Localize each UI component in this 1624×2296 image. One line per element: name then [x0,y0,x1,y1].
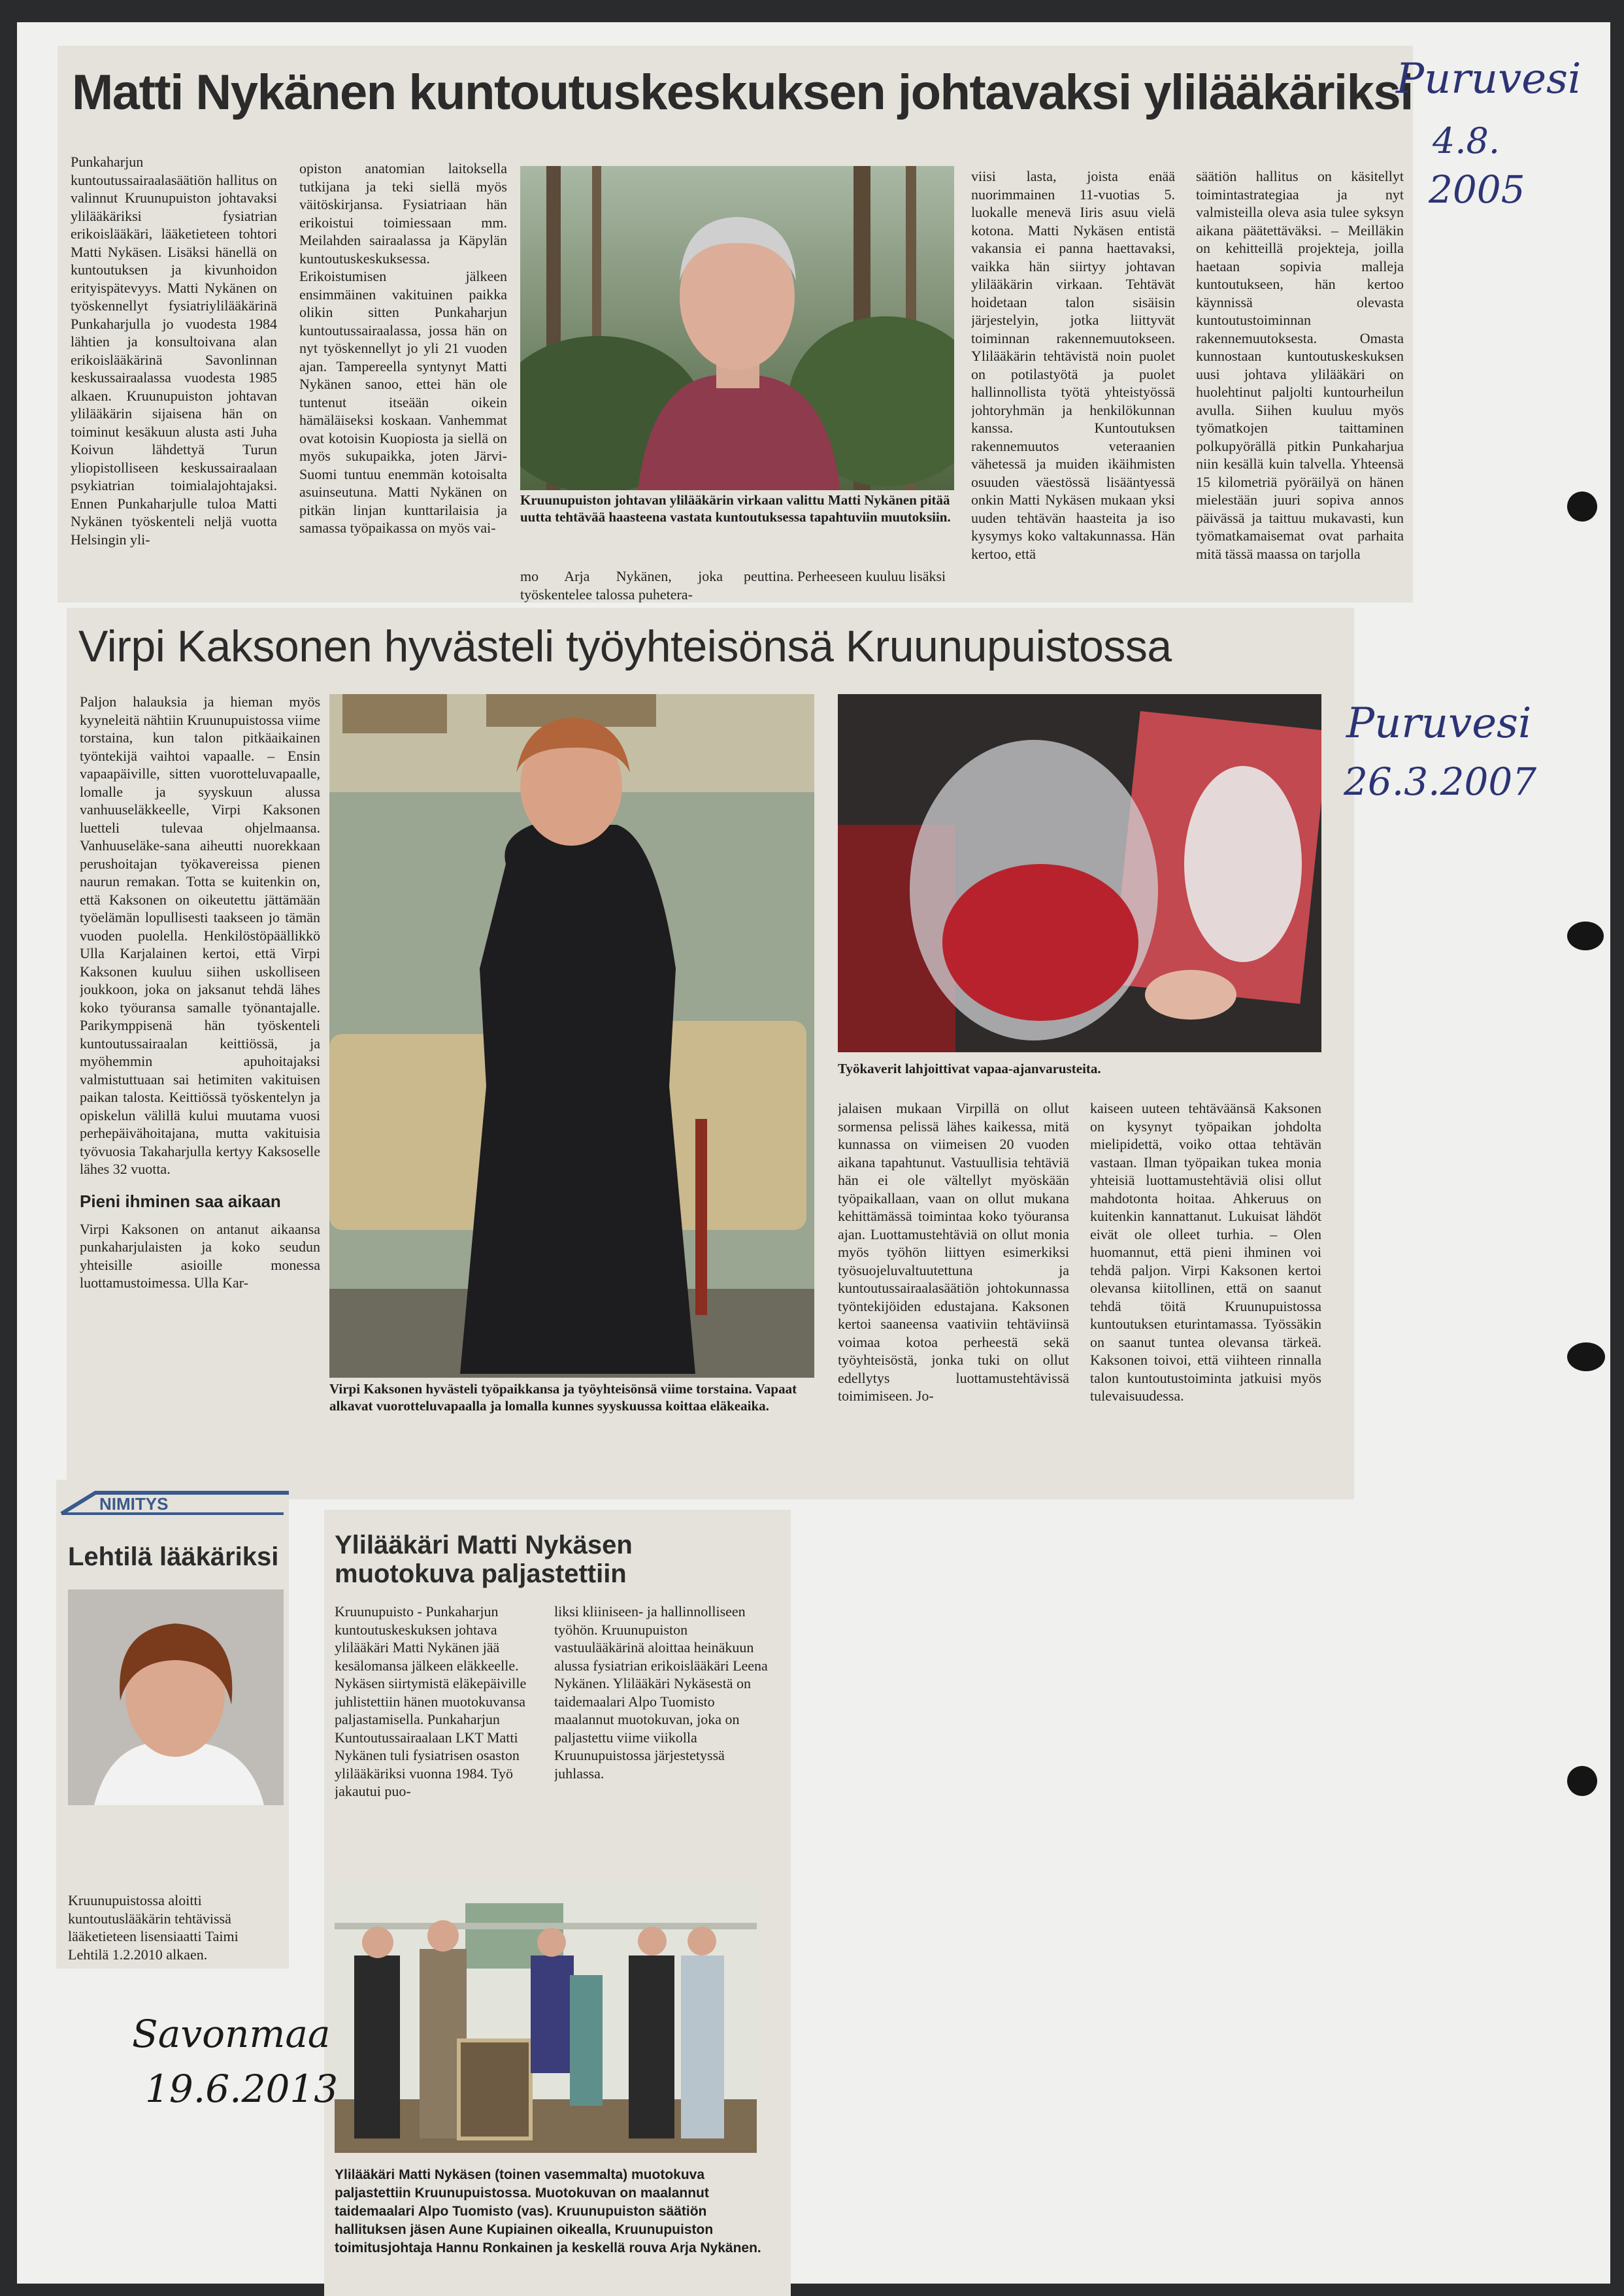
portrait-photo-taimi-lehtila [68,1589,284,1805]
handwritten-note-source: Puruvesi [1396,55,1582,103]
photo-virpi-kaksonen [329,694,814,1378]
article-headline: Virpi Kaksonen hyvästeli työyhteisönsä Kruunupuistossa [78,622,1172,671]
article-headline: muotokuva paljastettiin [335,1559,627,1588]
article-column: Punkaharjun kuntoutussairaalasäätiön hallitus on valinnut Kruunupuiston johtavaksi ylilääkäriksi fysiatrian erikoislääkäri, lääketieteen tohtori Matti Nykäsen. Lisäksi hänellä on kuntoutuksen ja kivunhoidon erityispätevyys. Matti Nykänen on työskennellyt fysiatriylilääkärinä Punkaharjulla jo vuodesta 1984 lähtien ja konsultoivana alan erikoislääkärinä Savonlinnan keskussairaalassa vuodesta 1985 alkaen. Kruunupuiston johtavan ylilääkärin sijaisena hän on toiminut kesäkuun alusta asti Juha Koivun lähdettyä Turun yliopistolliseen keskussairaalaan psykiatrian toimialajohtajaksi. Ennen Punkaharjulle tuloa Matti Nykänen työskenteli neljä vuotta Helsingin yli- [71,154,277,548]
photo-caption: Kruunupuiston johtavan ylilääkärin virkaan valittu Matti Nykänen pitää uutta tehtävää haasteena vastata kuntoutuksessa tapahtuviin muutoksiin. [520,492,951,525]
article-column: Kruunupuisto - Punkaharjun kuntoutuskeskuksen johtava ylilääkäri Matti Nykänen jää kesälomansa jälkeen eläkkeelle. Nykäsen siirtymistä eläkepäiville juhlistettiin hänen muotokuvansa paljastamisella. Punkaharjun Kuntoutussairaalaan LKT Matti Nykänen tuli fysiatrisen osaston ylilääkäriksi vuonna 1984. Työ jakautui puo- [335,1603,527,1799]
clipping-lehtila-appointment [56,1480,289,1969]
nimitys-kicker-bar [56,1480,289,1519]
article-column: peuttina. Perheeseen kuuluu lisäksi [744,568,946,584]
article-column [80,693,320,1495]
handwritten-note-source: Puruvesi [1346,699,1532,748]
photo-portrait-unveiling [335,1884,757,2153]
article-subheading: Pieni ihminen saa aikaan [80,1191,281,1211]
article-column: mo Arja Nykänen, joka työskentelee talossa puhetera- [520,568,723,603]
handwritten-note-year: 2005 [1429,167,1525,212]
article-column: opiston anatomian laitoksella tutkijana ja teki siellä myös väitöskirjansa. Fysiatriaan hän erikoistui toimiessaan mm. Meilahden sairaalassa ja Käpylän kuntoutuskeskuksessa. Erikoistumisen jälkeen ensimmäinen vakituinen paikka olikin sitten Punkaharjun kuntoutussairaalassa, jossa hän on nyt työskennellyt jo yli 21 vuoden ajan. Tampereella syntynyt Matti Nykänen sanoo, ettei hän ole tuntenut itseään oikein hämäläiseksi koskaan. Vanhemmat ovat kotoisin Kuopiosta ja siellä on myös sukupaikka, joten Järvi-Suomi tuntuu enemmän kotoisalta asuinseutuna. Matti Nykänen on pitkän linjan kunttarilaisia ja samassa työpaikassa on myös vai- [299,160,507,536]
article-headline: Lehtilä lääkäriksi [68,1542,279,1571]
clipping-portrait-unveiling [324,1510,791,2296]
photo-caption: Virpi Kaksonen hyvästeli työpaikkansa ja työyhteisönsä viime torstaina. Vapaat alkavat vuorotteluvapaalla ja lomalla kunnes syyskuussa koittaa eläkeaika. [329,1381,797,1414]
photo-caption: Kruunupuistossa aloitti kuntoutuslääkärin tehtävissä lääketieteen lisensiaatti Taimi Lehtilä 1.2.2010 alkaen. [68,1892,239,1963]
punch-hole [1567,922,1604,950]
article-column: viisi lasta, joista enää nuorimmainen 11-vuotias 5. luokalle menevä Iiris asuu vielä kotona. Matti Nykäsen entistä vakansia ei panna haettavaksi, vaikka hän siirtyy johtavan ylilääkärin virkaan. Tehtävät hoidetaan talon sisäisin järjestelyin, jotka liittyvät toiminnan rakennemuutokseen. Ylilääkärin tehtävistä noin puolet on potilastyötä ja puolet hallinnollista työtä yhteistyössä johtoryhmän ja henkilökunnan kanssa. Kuntoutuksen rakennemuutos veteraanien vähetessä ja muiden ikäihmisten osuuden väestössä lisääntyessä onkin Matti Nykäsen mukaan yksi uuden tehtävän haasteita ja iso kysymys koko valtakunnassa. Hän kertoo, että [971,168,1175,562]
kicker-label: NIMITYS [99,1494,169,1514]
handwritten-note-source: Savonmaa [132,2012,331,2056]
photo-caption: Työkaverit lahjoittivat vapaa-ajanvarusteita. [838,1061,1101,1076]
article-headline: Ylilääkäri Matti Nykäsen [335,1531,633,1559]
clipping-kaksonen-retirement [67,608,1354,1499]
handwritten-note-date: 19.6.2013 [145,2067,339,2111]
handwritten-note-date: 26.3.2007 [1344,759,1537,804]
punch-hole [1567,1766,1597,1796]
article-column: liksi kliiniseen- ja hallinnolliseen työhön. Kruunupuiston vastuulääkärinä aloittaa heinäkuun alussa fysiatrian erikoislääkäri Leena Nykänen. Ylilääkäri Nykäsestä on taidemaalari Alpo Tuomisto maalannut muotokuvan, joka on paljastettu viime viikolla Kruunupuistossa järjestetyssä juhlassa. [554,1603,768,1782]
punch-hole [1567,491,1597,522]
handwritten-note-date: 4.8. [1433,120,1500,161]
article-column: kaiseen uuteen tehtäväänsä Kaksonen on kysynyt työpaikan johdolta mielipidettä, voiko ottaa tehtävän vastaan. Ilman työpaikan tukea monia yhteisiä luottamustehtäviä olisi ollut mahdotonta hoitaa. Ahkeruus on kuitenkin kannattanut. Lukuisat lähdöt eivät ole olleet turhia. – Olen huomannut, että pieni ihminen voi tehdä paljon. Virpi Kaksonen kertoi olevansa kiitollinen, että on saanut tehdä töitä Kruunupuistossa kuntoutuksen eturintamassa. Työssäkin on saanut tuntea olevansa tärkeä. Kaksonen toivoi, että viihteen rinnalla talon kuntoutustoiminta jatkuisi myös tulevaisuudessa. [1090,1100,1321,1404]
article-column: jalaisen mukaan Virpillä on ollut sormensa pelissä lähes kaikessa, mitä kunnassa on viimeisen 20 vuoden aikana tapahtunut. Vastuullisia tehtäviä hän ei ole vältellyt myöskään työpaikallaan, vaan on ollut mukana kehittämässä toimintaa koko työuransa ajan. Luottamustehtäviä on ollut monia myös työhön liittyen esimerkiksi työsuojeluvaltuutettuna ja kuntoutussairaalasäätiön johtokunnassa työntekijöiden edustajana. Kaksonen kertoi saaneensa vaativiin tehtäviinsä voimaa kotoa perheestä sekä työyhteisöstä, jonka tuki on ollut edellytys luottamustehtävissä toimimiseen. Jo- [838,1100,1069,1404]
scrapbook-page [17,22,1610,2284]
photo-caption: Ylilääkäri Matti Nykäsen (toinen vasemmalta) muotokuva paljastettiin Kruunupuistossa. Muotokuvan on maalannut taidemaalari Alpo Tuomisto (vas). Kruunupuiston säätiön hallituksen jäsen Aune Kupiainen oikealla, Kruunupuiston toimitusjohtaja Hannu Ronkainen ja keskellä rouva Arja Nykänen. [335,2167,761,2255]
article-text: Virpi Kaksonen on antanut aikaansa punkaharjulaisten ja koko seudun yhteisille asioille monessa luottamustoimessa. Ulla Kar- [80,1220,320,1291]
portrait-photo-matti-nykanen [520,166,954,490]
clipping-nykanen-appointment [58,46,1413,603]
article-column: säätiön hallitus on käsitellyt toimintastrategiaa ja nyt valmisteilla oleva asia tulee syksyn aikana päätettäväksi. – Meilläkin on kehitteillä projekteja, joilla haetaan sopivia malleja kuntoutukseen, hän kertoo käynnissä olevasta kuntoutustoiminnan rakennemuutoksesta. Omasta kunnostaan kuntoutuskeskuksen uusi johtava ylilääkäri on huolehtinut paljolti kuntourheilun avulla. Siihen kuuluu myös työmatkojen taittaminen polkupyörällä pitkin Punkaharjua niin kesällä kuin talvella. Yhteensä 15 kilometriä pyöräilyä on hänen mielestään juuri sopiva annos päivässä ja taittuu mukavasti, kun työmatkamaisemat ovat parhaita mitä tässä maassa on tarjolla [1196,168,1404,562]
photo-gift-handover [838,694,1321,1052]
article-headline: Matti Nykänen kuntoutuskeskuksen johtavaksi ylilääkäriksi [72,65,1413,120]
punch-hole [1567,1342,1605,1371]
article-text: Paljon halauksia ja hieman myös kyyneleitä nähtiin Kruunupuistossa viime torstaina, kun talon pitkäaikainen työntekijä vaihtoi vapaalle. – Ensin vapaapäiville, sitten vuorotteluvapaalle, lomalle ja syyskuun alussa vanhuuseläkkeelle, Virpi Kaksonen luetteli tulevaa ohjelmaansa. Vanhuuseläke-sana aiheutti nuorekkaan perushoitajan työkavereissa pienen naurun remakan. Totta se kuitenkin on, että Kaksonen on oikeutettu jättämään työelämän lopullisesti taakseen jo tämän vuoden puolella. Henkilöstöpäällikkö Ulla Karjalainen kertoi, että Virpi Kaksonen kuuluu siihen uskolliseen joukkoon, joka on jaksanut tehdä lähes koko työuransa samalle työnantajalle. Parikymppisenä hän työskenteli kuntoutussairaalan keittiössä, ja myöhemmin apuhoitajaksi valmistuttuaan sai hetimiten vakituisen paikan talosta. Keittiössä työskentelyn ja opiskelun välillä kului muutama vuosi perhepäivähoitajana, mutta vakituisia työvuosia Takaharjulla kertyy Kaksoselle lähes 32 vuotta. [80,693,320,1177]
